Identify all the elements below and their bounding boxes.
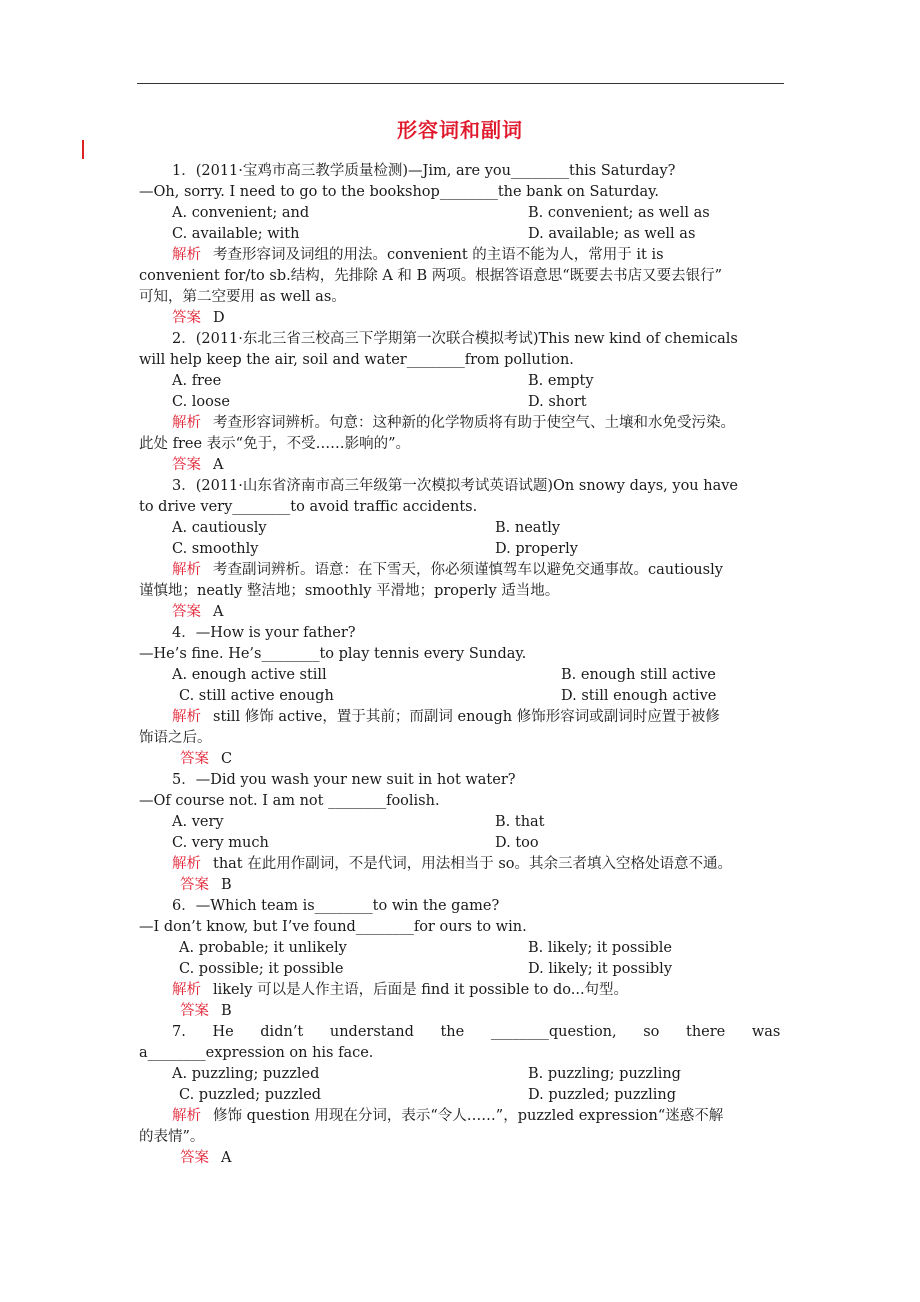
option-row	[139, 539, 799, 560]
question-list	[139, 161, 799, 1169]
analysis-text: 考查形容词及词组的用法。convenient 的主语不能为人，常用于 it is	[213, 247, 664, 263]
question-1	[139, 161, 799, 329]
option-d[interactable]: D. puzzled; puzzling	[528, 1087, 677, 1103]
analysis-line	[139, 413, 799, 434]
option-row	[139, 518, 799, 539]
option-a[interactable]: A. cautiously	[172, 520, 267, 536]
answer-value: A	[213, 604, 224, 620]
option-row	[139, 665, 799, 686]
analysis-text: convenient for/to sb.结构，先排除 A 和 B 两项。根据答语意思“既要去书店又要去银行”	[139, 268, 723, 284]
option-a[interactable]: A. enough active still	[172, 667, 327, 683]
answer-label: 答案	[180, 751, 209, 767]
analysis-text: 的表情”。	[139, 1129, 205, 1145]
option-a[interactable]: A. probable; it unlikely	[179, 940, 347, 956]
analysis-text: 此处 free 表示“免于，不受……影响的”。	[139, 436, 411, 452]
analysis-label: 解析	[172, 982, 201, 998]
analysis-line	[139, 245, 799, 266]
header-rule	[137, 83, 784, 84]
question-4	[139, 623, 799, 770]
option-row	[139, 686, 799, 707]
option-c[interactable]: C. puzzled; puzzled	[179, 1087, 322, 1103]
option-row	[139, 203, 799, 224]
option-c[interactable]: C. possible; it possible	[179, 961, 344, 977]
analysis-text: 修饰 question 用现在分词，表示“令人……”，puzzled expression“迷惑不解	[213, 1108, 724, 1124]
option-b[interactable]: B. empty	[528, 373, 594, 389]
question-3	[139, 476, 799, 623]
option-row	[139, 224, 799, 245]
analysis-label: 解析	[172, 247, 201, 263]
answer-value: C	[221, 751, 233, 767]
option-d[interactable]: D. still enough active	[561, 688, 717, 704]
answer-label: 答案	[172, 457, 201, 473]
analysis-text: 饰语之后。	[139, 730, 212, 746]
option-d[interactable]: D. likely; it possibly	[528, 961, 673, 977]
answer-line	[139, 749, 799, 770]
answer-label: 答案	[180, 1003, 209, 1019]
answer-value: D	[213, 310, 225, 326]
question-2	[139, 329, 799, 476]
answer-line	[139, 1148, 799, 1169]
question-stem: 5．—Did you wash your new suit in hot water?	[172, 772, 516, 788]
option-b[interactable]: B. convenient; as well as	[528, 205, 710, 221]
question-stem: a________expression on his face.	[139, 1045, 374, 1061]
question-6	[139, 896, 799, 1022]
option-c[interactable]: C. smoothly	[172, 541, 259, 557]
answer-value: B	[221, 1003, 232, 1019]
analysis-line	[139, 560, 799, 581]
option-row	[139, 959, 799, 980]
answer-label: 答案	[180, 1150, 209, 1166]
question-stem: —Of course not. I am not ________foolish.	[139, 793, 440, 809]
analysis-text: that 在此用作副词，不是代词，用法相当于 so。其余三者填入空格处语意不通。	[213, 856, 733, 872]
answer-line	[139, 602, 799, 623]
option-d[interactable]: D. properly	[495, 541, 578, 557]
answer-line	[139, 308, 799, 329]
option-row	[139, 938, 799, 959]
analysis-line	[139, 1106, 799, 1127]
option-c[interactable]: C. available; with	[172, 226, 300, 242]
option-b[interactable]: B. puzzling; puzzling	[528, 1066, 681, 1082]
analysis-line	[139, 707, 799, 728]
answer-label: 答案	[172, 310, 201, 326]
answer-label: 答案	[172, 604, 201, 620]
option-row	[139, 392, 799, 413]
analysis-text: 考查副词辨析。语意：在下雪天，你必须谨慎驾车以避免交通事故。cautiously	[213, 562, 723, 578]
option-a[interactable]: A. puzzling; puzzled	[172, 1066, 320, 1082]
answer-line	[139, 455, 799, 476]
question-stem: 3．(2011·山东省济南市高三年级第一次模拟考试英语试题)On snowy days, you have	[172, 478, 739, 494]
question-stem: —He’s fine. He’s________to play tennis every Sunday.	[139, 646, 527, 662]
option-row	[139, 1064, 799, 1085]
analysis-text: likely 可以是人作主语，后面是 find it possible to do...句型。	[213, 982, 629, 998]
question-stem: 6．—Which team is________to win the game?	[172, 898, 500, 914]
question-stem: will help keep the air, soil and water________from pollution.	[139, 352, 574, 368]
analysis-line	[139, 854, 799, 875]
option-a[interactable]: A. very	[172, 814, 224, 830]
analysis-text: 可知，第二空要用 as well as。	[139, 289, 346, 305]
answer-line	[139, 1001, 799, 1022]
option-b[interactable]: B. likely; it possible	[528, 940, 672, 956]
analysis-text: 考查形容词辨析。句意：这种新的化学物质将有助于使空气、土壤和水免受污染。	[213, 415, 735, 431]
option-b[interactable]: B. neatly	[495, 520, 561, 536]
analysis-text: still 修饰 active，置于其前；而副词 enough 修饰形容词或副词时应置于被修	[213, 709, 720, 725]
option-b[interactable]: B. that	[495, 814, 545, 830]
question-stem: 7. He didn’t understand the ________question, so there was	[172, 1024, 781, 1040]
question-stem: to drive very________to avoid traffic accidents.	[139, 499, 478, 515]
option-c[interactable]: C. very much	[172, 835, 269, 851]
option-row	[139, 812, 799, 833]
question-stem: 4．—How is your father?	[172, 625, 356, 641]
analysis-label: 解析	[172, 415, 201, 431]
question-stem: —I don’t know, but I’ve found________for ours to win.	[139, 919, 527, 935]
option-d[interactable]: D. too	[495, 835, 539, 851]
question-stem: 1．(2011·宝鸡市高三教学质量检测)—Jim, are you________this Saturday?	[172, 163, 676, 179]
analysis-label: 解析	[172, 562, 201, 578]
page-title: 形容词和副词	[397, 118, 523, 142]
analysis-label: 解析	[172, 1108, 201, 1124]
option-b[interactable]: B. enough still active	[561, 667, 716, 683]
analysis-label: 解析	[172, 856, 201, 872]
option-row	[139, 1085, 799, 1106]
question-stem: —Oh, sorry. I need to go to the bookshop________the bank on Saturday.	[139, 184, 659, 200]
option-a[interactable]: A. convenient; and	[172, 205, 310, 221]
analysis-label: 解析	[172, 709, 201, 725]
question-7	[139, 1022, 799, 1169]
answer-value: A	[221, 1150, 232, 1166]
option-a[interactable]: A. free	[172, 373, 222, 389]
answer-value: A	[213, 457, 224, 473]
option-c[interactable]: C. loose	[172, 394, 230, 410]
option-row	[139, 833, 799, 854]
answer-line	[139, 875, 799, 896]
option-d[interactable]: D. available; as well as	[528, 226, 696, 242]
analysis-line	[139, 980, 799, 1001]
answer-label: 答案	[180, 877, 209, 893]
analysis-text: 谨慎地；neatly 整洁地；smoothly 平滑地；properly 适当地。	[139, 583, 560, 599]
option-row	[139, 371, 799, 392]
option-c[interactable]: C. still active enough	[179, 688, 334, 704]
answer-value: B	[221, 877, 232, 893]
question-stem: 2．(2011·东北三省三校高三下学期第一次联合模拟考试)This new kind of chemicals	[172, 331, 738, 347]
question-5	[139, 770, 799, 896]
option-d[interactable]: D. short	[528, 394, 587, 410]
